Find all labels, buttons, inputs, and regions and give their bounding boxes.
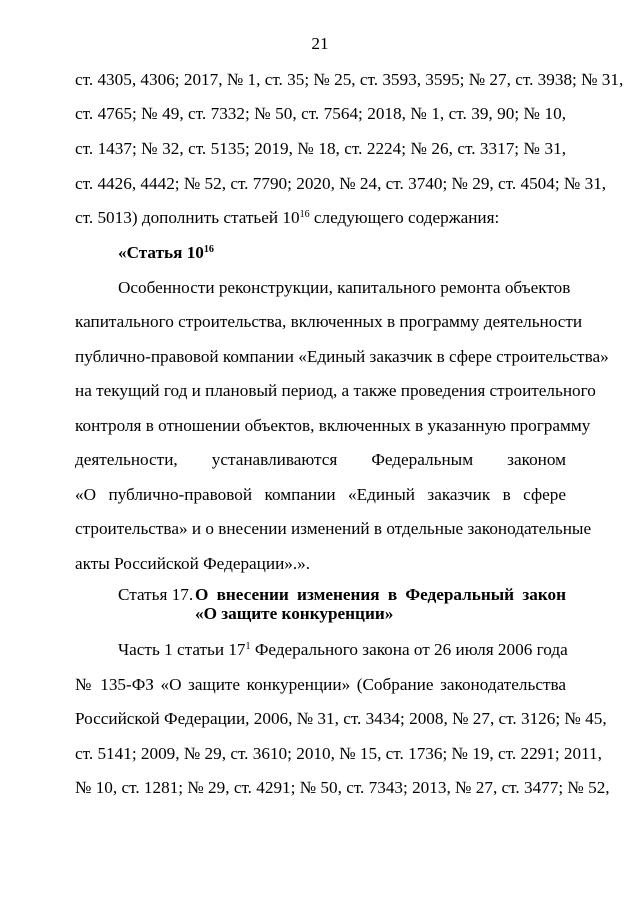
text-line: акты Российской Федерации».». xyxy=(75,554,311,573)
text-line: ст. 4426, 4442; № 52, ст. 7790; 2020, № 24, ст. 3740; № 29, ст. 4504; № 31, xyxy=(75,174,607,193)
text-fragment: Часть 1 статьи 17 xyxy=(118,640,246,659)
text-line: капитального строительства, включенных в программу деятельности xyxy=(75,312,583,331)
text-line: строительства» и о внесении изменений в отдельные законодательные xyxy=(75,519,592,538)
text-line: ст. 1437; № 32, ст. 5135; 2019, № 18, ст. 2224; № 26, ст. 3317; № 31, xyxy=(75,139,566,158)
text-line: ст. 4765; № 49, ст. 7332; № 50, ст. 7564; 2018, № 1, ст. 39, 90; № 10, xyxy=(75,104,566,123)
text-line: ст. 4305, 4306; 2017, № 1, ст. 35; № 25, ст. 3593, 3595; № 27, ст. 3938; № 31, xyxy=(75,70,624,89)
text-line: на текущий год и плановый период, а также проведения строительного xyxy=(75,381,596,400)
article-heading xyxy=(118,243,566,263)
text-line: публично-правовой компании «Единый заказчик в сфере строительства» xyxy=(75,347,609,366)
page-number: 21 xyxy=(311,34,329,53)
superscript: 16 xyxy=(299,209,310,220)
heading-text: «Статья 10 xyxy=(118,243,204,262)
text-fragment: Федерального закона от 26 июля 2006 года xyxy=(250,640,568,659)
text-fragment: ст. 5013) дополнить статьей 10 xyxy=(75,208,300,227)
article-title: О внесении изменения в Федеральный закон xyxy=(195,585,566,604)
text-line: Особенности реконструкции, капитального ремонта объектов xyxy=(118,278,571,297)
text-line: № 10, ст. 1281; № 29, ст. 4291; № 50, ст. 7343; 2013, № 27, ст. 3477; № 52, xyxy=(75,778,610,797)
text-fragment xyxy=(118,640,568,659)
text-line: ст. 5141; 2009, № 29, ст. 3610; 2010, № 15, ст. 1736; № 19, ст. 2291; 2011, xyxy=(75,744,602,763)
article-title: «О защите конкуренции» xyxy=(195,604,394,623)
text-line: «О публично-правовой компании «Единый заказчик в сфере xyxy=(75,485,566,504)
text-line xyxy=(118,640,566,660)
article-label: Статья 17. xyxy=(118,585,194,604)
text-line: № 135-ФЗ «О защите конкуренции» (Собрание законодательства xyxy=(75,675,566,694)
text-fragment: следующего содержания: xyxy=(309,208,500,227)
text-line xyxy=(75,208,566,228)
text-line: контроля в отношении объектов, включенных в указанную программу xyxy=(75,416,591,435)
superscript: 16 xyxy=(203,244,214,255)
text-line: Российской Федерации, 2006, № 31, ст. 3434; 2008, № 27, ст. 3126; № 45, xyxy=(75,709,607,728)
text-line: деятельности, устанавливаются Федеральным законом xyxy=(75,450,566,469)
superscript: 1 xyxy=(245,641,251,652)
